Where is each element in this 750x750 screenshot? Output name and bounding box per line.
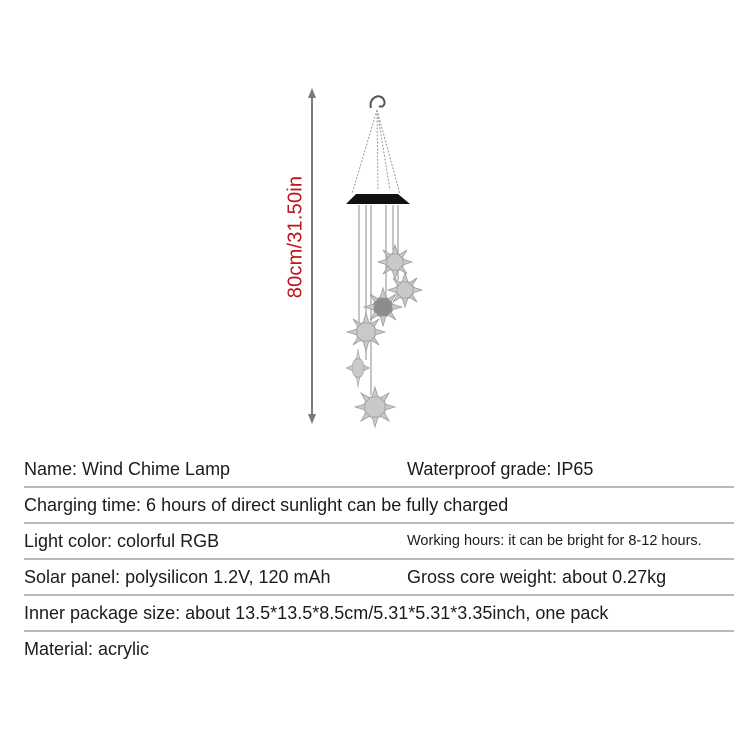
spec-row-charging	[24, 488, 734, 524]
spec-row-name	[24, 452, 734, 488]
spec-charging-time: Charging time: 6 hours of direct sunlight can be fully charged	[24, 495, 509, 515]
spec-row-light	[24, 524, 734, 560]
dimension-arrow-icon	[308, 88, 316, 424]
sun-ornaments	[347, 245, 422, 427]
spec-package-size: Inner package size: about 13.5*13.5*8.5cm/5.31*5.31*3.35inch, one pack	[24, 603, 609, 623]
spec-gross-weight: Gross core weight: about 0.27kg	[407, 567, 667, 587]
spec-row-package	[24, 596, 734, 632]
hook-icon	[371, 96, 385, 108]
spec-table	[24, 452, 734, 668]
spec-row-material	[24, 632, 734, 668]
spec-working-hours: Working hours: it can be bright for 8-12 hours.	[407, 533, 702, 549]
dimension-label: 80cm/31.50in	[284, 175, 307, 299]
spec-row-solar	[24, 560, 734, 596]
spec-material: Material: acrylic	[24, 639, 150, 659]
spec-solar-panel: Solar panel: polysilicon 1.2V, 120 mAh	[24, 567, 331, 587]
spec-name: Name: Wind Chime Lamp	[24, 459, 231, 479]
spec-waterproof: Waterproof grade: IP65	[407, 459, 594, 479]
solar-panel-cap	[346, 194, 410, 204]
spec-light-color: Light color: colorful RGB	[24, 531, 220, 551]
